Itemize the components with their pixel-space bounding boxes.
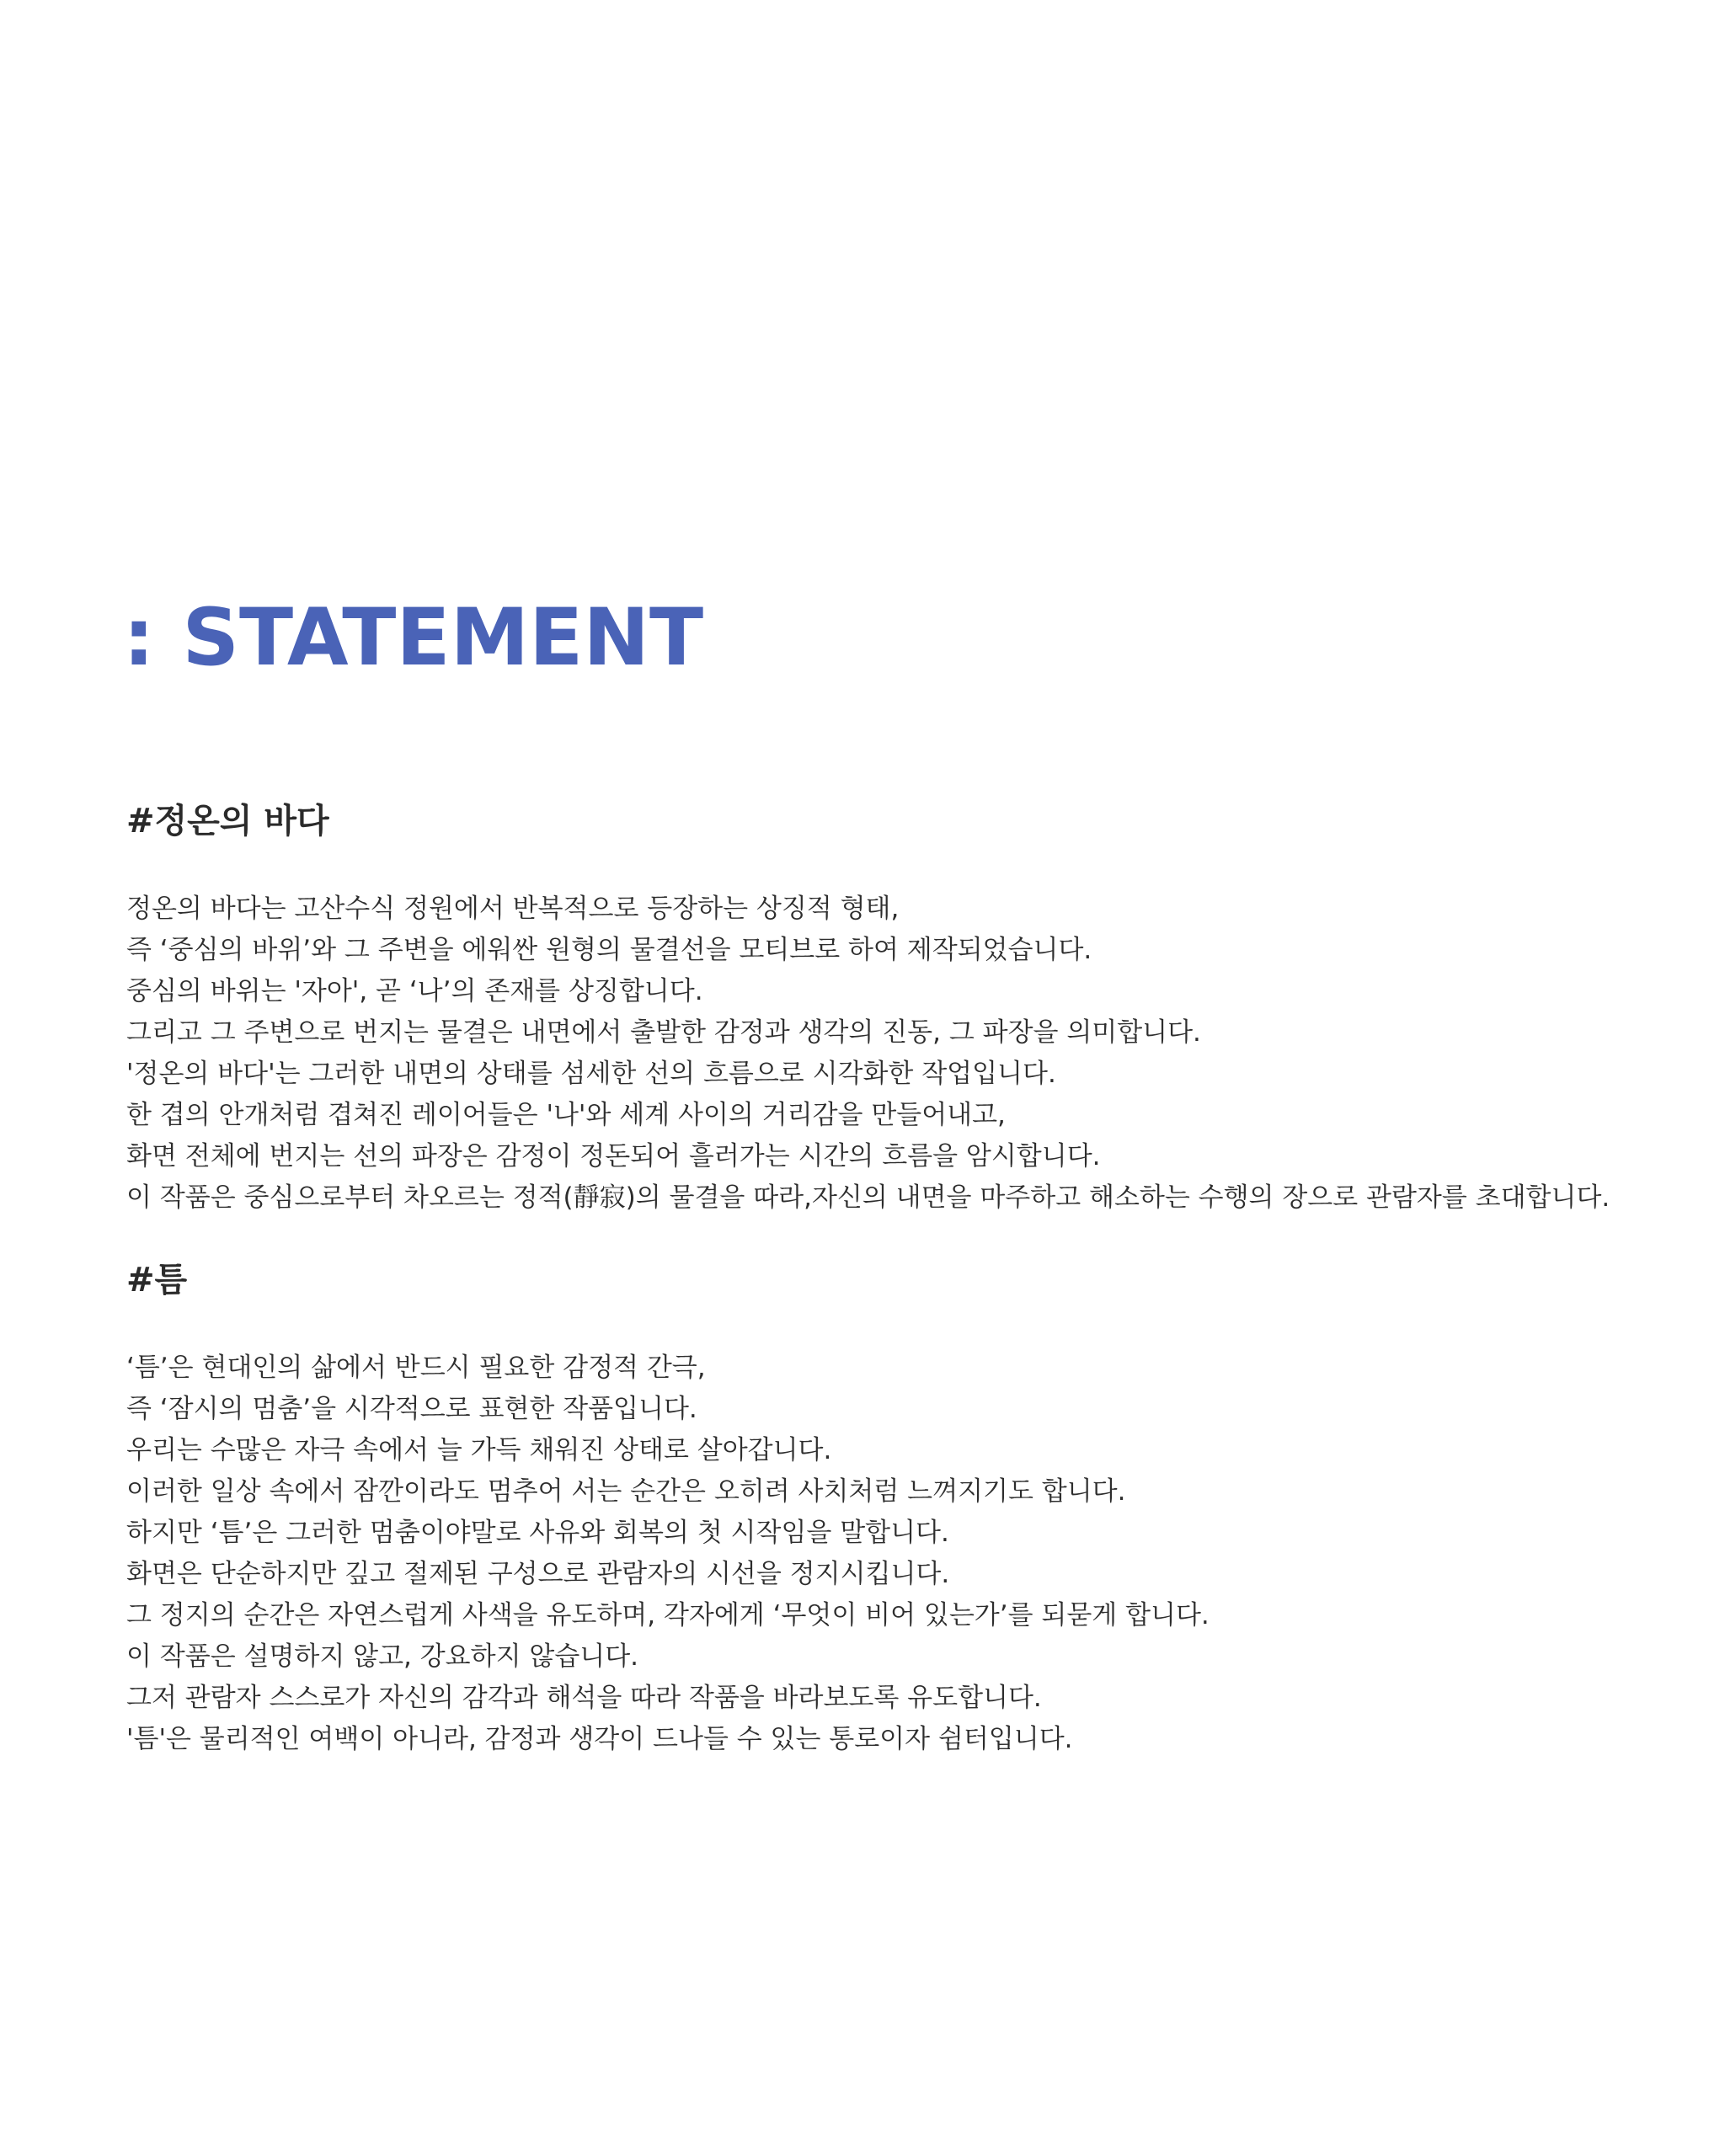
body-line: 그저 관람자 스스로가 자신의 감각과 해석을 따라 작품을 바라보도록 유도합니다. xyxy=(126,1683,1042,1713)
body-line: '정온의 바다'는 그러한 내면의 상태를 섬세한 선의 흐름으로 시각화한 작업입니다. xyxy=(126,1059,1056,1089)
body-line: 중심의 바위는 '자아', 곧 ‘나’의 존재를 상징합니다. xyxy=(126,976,703,1006)
body-line: 하지만 ‘틈’은 그러한 멈춤이야말로 사유와 회복의 첫 시작임을 말합니다. xyxy=(126,1518,949,1548)
section-heading: #정온의 바다 xyxy=(126,802,329,841)
body-line: 이 작품은 설명하지 않고, 강요하지 않습니다. xyxy=(126,1641,639,1672)
section-teum xyxy=(126,1255,1693,1754)
section-body xyxy=(126,1348,1210,1760)
body-line: 우리는 수많은 자극 속에서 늘 가득 채워진 상태로 살아갑니다. xyxy=(126,1435,832,1465)
body-line: 이 작품은 중심으로부터 차오르는 정적(靜寂)의 물결을 따라,자신의 내면을 마주하고 해소하는 수행의 장으로 관람자를 초대합니다. xyxy=(126,1182,1610,1213)
body-line: 그 정지의 순간은 자연스럽게 사색을 유도하며, 각자에게 ‘무엇이 비어 있는가’를 되묻게 합니다. xyxy=(126,1600,1210,1630)
body-line: '틈'은 물리적인 여백이 아니라, 감정과 생각이 드나들 수 있는 통로이자 쉼터입니다. xyxy=(126,1724,1073,1754)
body-line: 즉 ‘잠시의 멈춤’을 시각적으로 표현한 작품입니다. xyxy=(126,1394,697,1424)
body-line: 화면은 단순하지만 깊고 절제된 구성으로 관람자의 시선을 정지시킵니다. xyxy=(126,1559,950,1589)
body-line: 이러한 일상 속에서 잠깐이라도 멈추어 서는 순간은 오히려 사치처럼 느껴지기도 합니다. xyxy=(126,1476,1126,1507)
section-heading: #틈 xyxy=(126,1261,188,1299)
section-jeongon-sea xyxy=(126,796,1693,1213)
section-body xyxy=(126,889,1610,1219)
body-line: 화면 전체에 번지는 선의 파장은 감정이 정돈되어 흘러가는 시간의 흐름을 암시합니다. xyxy=(126,1141,1101,1171)
body-line: 즉 ‘중심의 바위’와 그 주변을 에워싼 원형의 물결선을 모티브로 하여 제작되었습니다. xyxy=(126,935,1092,965)
body-line: 정온의 바다는 고산수식 정원에서 반복적으로 등장하는 상징적 형태, xyxy=(126,894,900,924)
page-title: : STATEMENT xyxy=(123,592,704,684)
body-line: 그리고 그 주변으로 번지는 물결은 내면에서 출발한 감정과 생각의 진동, 그 파장을 의미합니다. xyxy=(126,1017,1201,1048)
body-line: 한 겹의 안개처럼 겹쳐진 레이어들은 '나'와 세계 사이의 거리감을 만들어내고, xyxy=(126,1100,1006,1130)
body-line: ‘틈’은 현대인의 삶에서 반드시 필요한 감정적 간극, xyxy=(126,1353,706,1383)
